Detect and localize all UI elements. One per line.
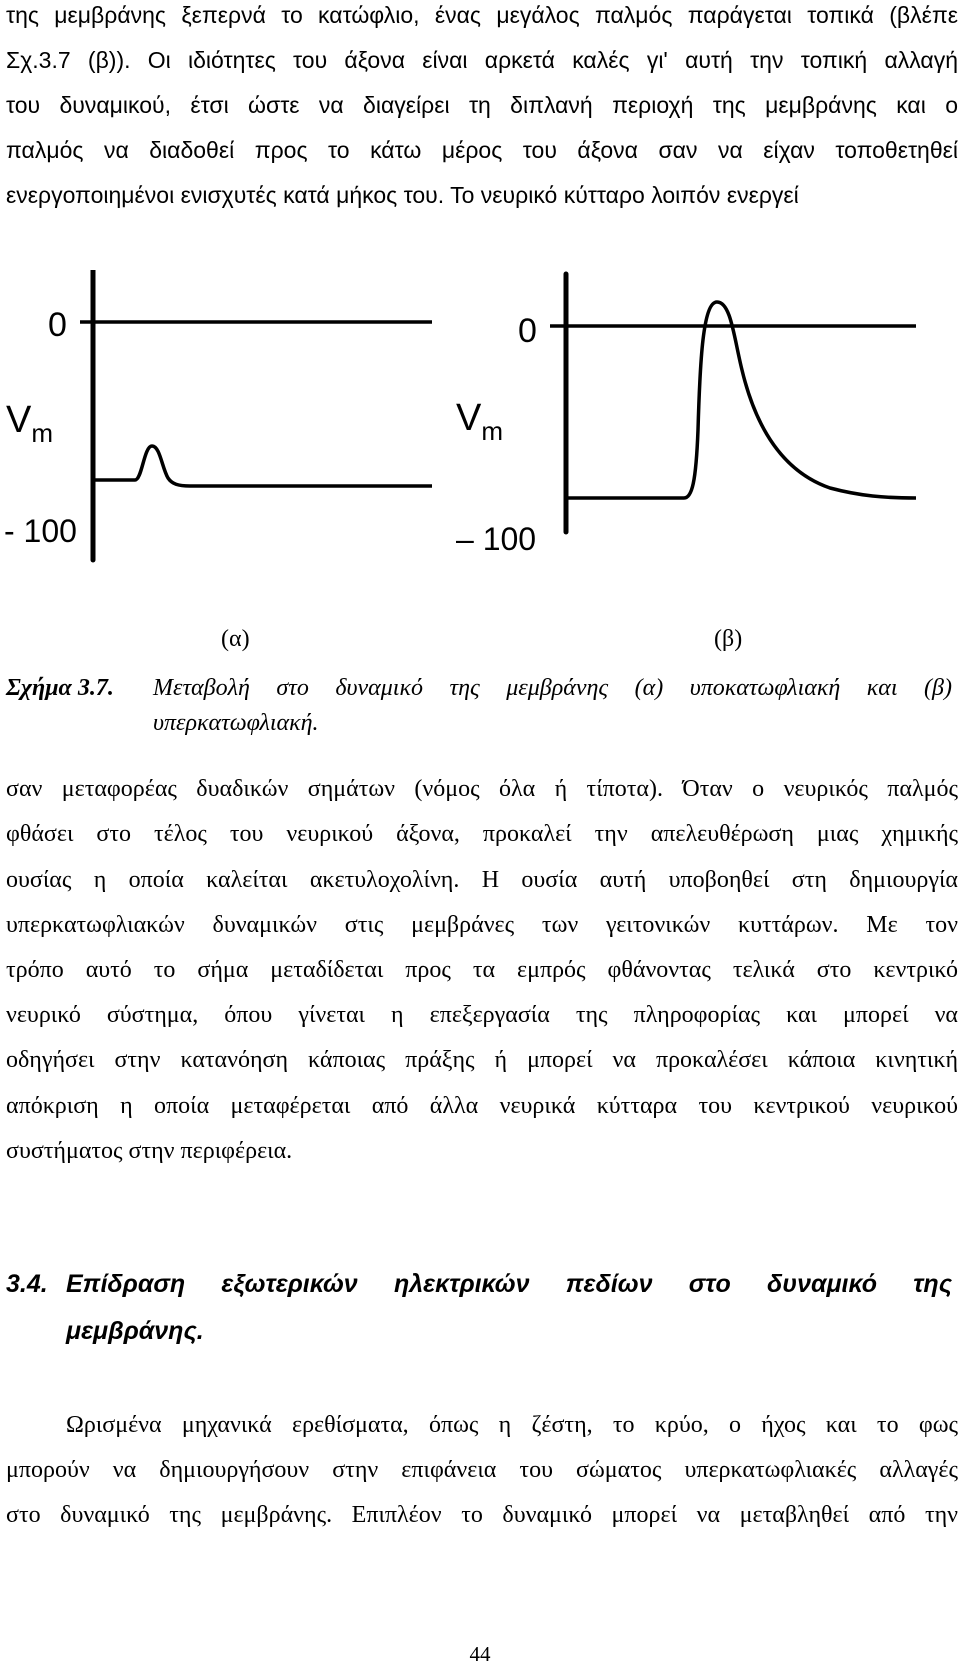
text-line: μπορούν να δημιουργήσουν στην επιφάνεια του σώματος υπερκατωφλιακές αλλαγές xyxy=(6,1457,958,1483)
membrane-potential-figure xyxy=(0,270,960,600)
panel-b-plot xyxy=(456,274,916,557)
panel-b-zero-label: 0 xyxy=(518,312,537,350)
panel-a-trace xyxy=(93,446,432,486)
panel-b-trace xyxy=(566,302,916,498)
text-line: φθάσει στο τέλος του νευρικού άξονα, προκαλεί την απελευθέρωση μιας χημικής xyxy=(6,821,958,847)
text-line: ουσίας η οποία καλείται ακετυλοχολίνη. Η ουσία αυτή υποβοηθεί στη δημιουργία xyxy=(6,867,958,893)
text-line: σαν μεταφορέας δυαδικών σημάτων (νόμος όλα ή τίποτα). Όταν ο νευρικός παλμός xyxy=(6,776,958,802)
section-title-line2: μεμβράνης. xyxy=(66,1317,204,1345)
panel-a-min-label: - 100 xyxy=(4,513,77,549)
page-number: 44 xyxy=(469,1642,491,1666)
text-line: τρόπο αυτό το σήμα μεταδίδεται προς τα εμπρός φθάνοντας τελικά στο κεντρικό xyxy=(6,957,958,983)
panel-b-label: (β) xyxy=(714,626,743,652)
text-line: απόκριση η οποία μεταφέρεται από άλλα νευρικά κύτταρα του κεντρικού νευρικού xyxy=(6,1093,958,1119)
text-line: Ωρισμένα μηχανικά ερεθίσματα, όπως η ζέστη, το κρύο, ο ήχος και το φως xyxy=(66,1412,958,1438)
caption-text-line2: υπερκατωφλιακή. xyxy=(153,710,319,736)
panel-a-vm-label: $V_m$ xyxy=(6,399,54,448)
caption-number: Σχήμα 3.7. xyxy=(6,675,114,701)
section-title-line1: Επίδραση εξωτερικών ηλεκτρικών πεδίων στο δυναμικό της xyxy=(66,1270,952,1298)
panel-a-zero-label: 0 xyxy=(48,306,67,344)
text-line: του δυναμικού, έτσι ώστε να διαγείρει τη διπλανή περιοχή της μεμβράνης και ο xyxy=(6,92,958,118)
panel-a-label: (α) xyxy=(221,626,250,652)
text-line: Σχ.3.7 (β)). Οι ιδιότητες του άξονα είναι αρκετά καλές γι' αυτή την τοπική αλλαγή xyxy=(6,47,958,73)
panel-b-min-label: – 100 xyxy=(456,521,537,557)
text-line: ενεργοποιημένοι ενισχυτές κατά μήκος του. Το νευρικό κύτταρο λοιπόν ενεργεί xyxy=(6,182,799,208)
text-line: οδηγήσει στην κατανόηση κάποιας πράξης ή μπορεί να προκαλέσει κάποια κινητική xyxy=(6,1047,958,1073)
panel-a-plot xyxy=(4,270,432,560)
text-line: παλμός να διαδοθεί προς το κάτω μέρος του άξονα σαν να είχαν τοποθετηθεί xyxy=(6,137,958,163)
text-line: συστήματος στην περιφέρεια. xyxy=(6,1138,293,1164)
text-line: στο δυναμικό της μεμβράνης. Επιπλέον το δυναμικό μπορεί να μεταβληθεί από την xyxy=(6,1502,958,1528)
section-number: 3.4. xyxy=(6,1270,48,1298)
caption-text-line1: Μεταβολή στο δυναμικό της μεμβράνης (α) υποκατωφλιακή και (β) xyxy=(153,675,952,701)
text-line: υπερκατωφλιακών δυναμικών στις μεμβράνες των γειτονικών κυττάρων. Με τον xyxy=(6,912,958,938)
panel-b-vm-label: $V_m$ xyxy=(456,397,504,446)
text-line: της μεμβράνης ξεπερνά το κατώφλιο, ένας μεγάλος παλμός παράγεται τοπικά (βλέπε xyxy=(6,2,958,28)
text-line: νευρικό σύστημα, όπου γίνεται η επεξεργασία της πληροφορίας και μπορεί να xyxy=(6,1002,958,1028)
